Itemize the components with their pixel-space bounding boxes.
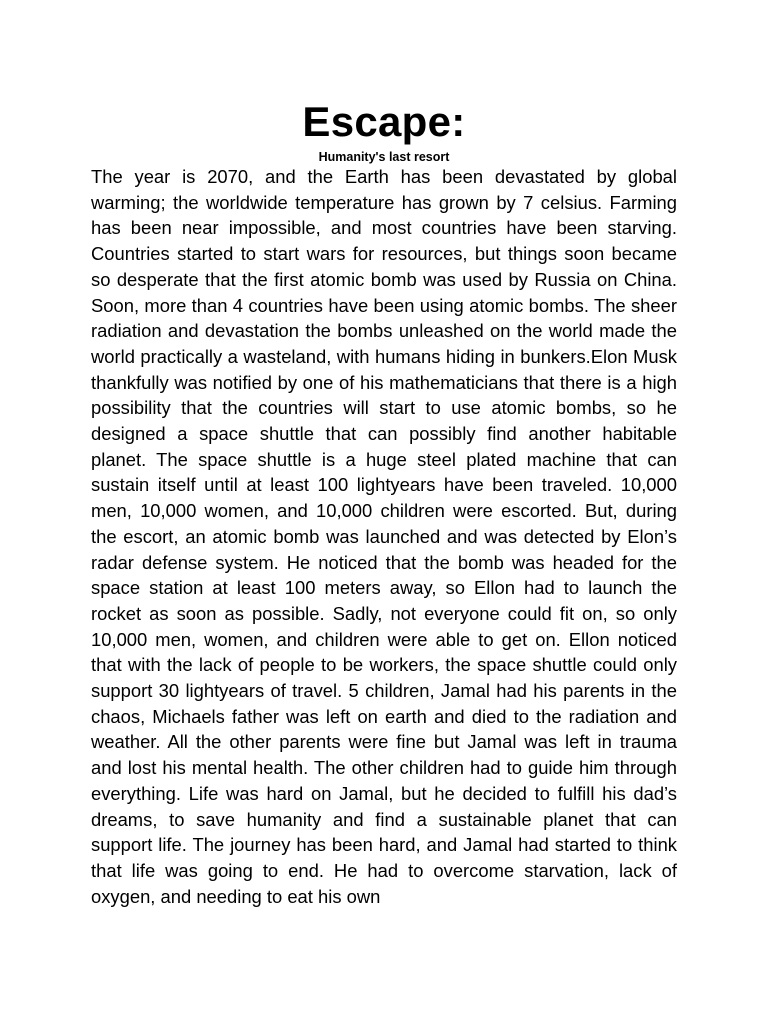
document-title: Escape: — [302, 98, 466, 145]
document-subtitle: Humanity's last resort — [318, 150, 450, 164]
document-body-paragraph: The year is 2070, and the Earth has been devastated by global warming; the worldwide temperature has grown by 7 celsius. Farming has been near impossible, and most countries have been starving. Countries started to start wars for resources, but things soon became so desperate that the first atomic bomb was used by Russia on China. Soon, more than 4 countries have been using atomic bombs. The sheer radiation and devastation the bombs unleashed on the world made the world practically a wasteland, with humans hiding in bunkers.Elon Musk thankfully was notified by one of his mathematicians that there is a high possibility that the countries will start to use atomic bombs, so he designed a space shuttle that can possibly find another habitable planet. The space shuttle is a huge steel plated machine that can sustain itself until at least 100 lightyears have been traveled. 10,000 men, 10,000 women, and 10,000 children were escorted. But, during the escort, an atomic bomb was launched and was detected by Elon’s radar defense system. He noticed that the bomb was headed for the space station at least 100 meters away, so Ellon had to launch the rocket as soon as possible. Sadly, not everyone could fit on, so only 10,000 men, women, and children were able to get on. Ellon noticed that with the lack of people to be workers, the space shuttle could only support 30 lightyears of travel. 5 children, Jamal had his parents in the chaos, Michaels father was left on earth and died to the radiation and weather. All the other parents were fine but Jamal was left in trauma and lost his mental health. The other children had to guide him through everything. Life was hard on Jamal, but he decided to fulfill his dad’s dreams, to save humanity and find a sustainable planet that can support life. The journey has been hard, and Jamal had started to think that life was going to end. He had to overcome starvation, lack of oxygen, and needing to eat his own — [91, 166, 677, 907]
document-page — [91, 96, 677, 909]
